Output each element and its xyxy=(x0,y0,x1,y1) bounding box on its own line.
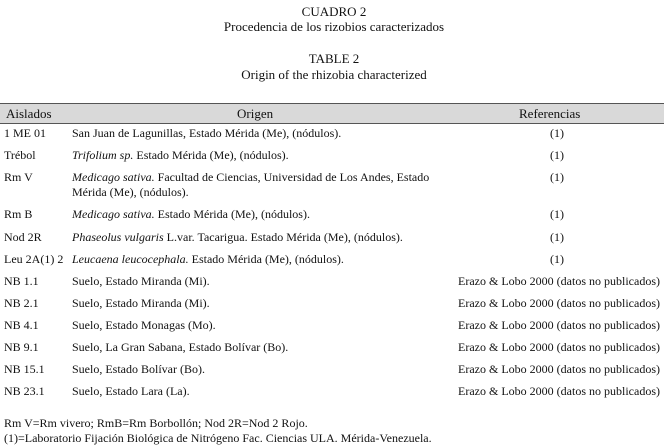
cell-origen xyxy=(72,362,442,377)
cell-origen xyxy=(72,207,442,222)
cell-referencia: Erazo & Lobo 2000 (datos no publicados) xyxy=(458,274,660,288)
species-name: Leucaena leucocephala. xyxy=(72,252,189,266)
cell-origen xyxy=(72,340,442,355)
cell-origen xyxy=(72,170,442,200)
cell-referencia: (1) xyxy=(550,252,564,266)
cell-aislado: 1 ME 01 xyxy=(4,126,46,140)
header-bottom-rule xyxy=(0,123,664,124)
species-name: Medicago sativa. xyxy=(72,170,155,184)
cell-referencia: (1) xyxy=(550,207,564,221)
cell-origen xyxy=(72,274,442,289)
origin-text: San Juan de Lagunillas, Estado Mérida (Me), (nódulos). xyxy=(72,126,342,140)
cell-aislado: NB 4.1 xyxy=(4,318,39,332)
origin-text: Suelo, Estado Lara (La). xyxy=(72,384,190,398)
caption-cuadro: CUADRO 2 xyxy=(301,4,367,19)
cell-origen xyxy=(72,318,442,333)
origin-text: Estado Mérida (Me), (nódulos). xyxy=(188,252,344,266)
cell-referencia: Erazo & Lobo 2000 (datos no publicados) xyxy=(458,362,660,376)
cell-referencia: (1) xyxy=(550,230,564,244)
origin-text: Suelo, Estado Bolívar (Bo). xyxy=(72,362,205,376)
header-referencias: Referencias xyxy=(519,106,581,121)
cell-aislado: Leu 2A(1) 2 xyxy=(4,252,64,266)
cell-referencia: (1) xyxy=(550,126,564,140)
origin-text: Suelo, Estado Miranda (Mi). xyxy=(72,296,210,310)
header-origen: Origen xyxy=(237,106,274,121)
footnote-abbreviations: Rm V=Rm vivero; RmB=Rm Borbollón; Nod 2R=Nod 2 Rojo. xyxy=(4,416,308,430)
species-name: Phaseolus vulgaris xyxy=(72,230,164,244)
cell-referencia: (1) xyxy=(550,170,564,184)
cell-origen xyxy=(72,252,442,267)
cell-referencia: Erazo & Lobo 2000 (datos no publicados) xyxy=(458,318,660,332)
species-name: Trifolium sp. xyxy=(72,148,134,162)
cell-aislado: Rm B xyxy=(4,207,33,221)
cell-referencia: Erazo & Lobo 2000 (datos no publicados) xyxy=(458,296,660,310)
caption-procedencia: Procedencia de los rizobios caracterizados xyxy=(223,19,445,34)
caption-table: TABLE 2 xyxy=(308,51,360,66)
cell-origen xyxy=(72,296,442,311)
header-aislados: Aislados xyxy=(6,106,52,121)
origin-text: Facultad de Ciencias, Universidad de Los Andes, Estado Mérida (Me), (nódulos). xyxy=(72,170,430,199)
origin-text: L.var. Tacarigua. Estado Mérida (Me), (nódulos). xyxy=(163,230,403,244)
cell-referencia: Erazo & Lobo 2000 (datos no publicados) xyxy=(458,384,660,398)
cell-referencia: (1) xyxy=(550,148,564,162)
origin-text: Suelo, Estado Monagas (Mo). xyxy=(72,318,216,332)
origin-text: Suelo, Estado Miranda (Mi). xyxy=(72,274,210,288)
cell-origen xyxy=(72,126,442,141)
cell-aislado: NB 15.1 xyxy=(4,362,45,376)
footnote-laboratory: (1)=Laboratorio Fijación Biológica de Nitrógeno Fac. Ciencias ULA. Mérida-Venezuela. xyxy=(4,431,432,445)
cell-referencia: Erazo & Lobo 2000 (datos no publicados) xyxy=(458,340,660,354)
cell-aislado: Trébol xyxy=(4,148,36,162)
cell-aislado: NB 2.1 xyxy=(4,296,39,310)
species-name: Medicago sativa. xyxy=(72,207,155,221)
origin-text: Estado Mérida (Me), (nódulos). xyxy=(154,207,310,221)
cell-aislado: Nod 2R xyxy=(4,230,42,244)
cell-aislado: Rm V xyxy=(4,170,33,184)
origin-text: Suelo, La Gran Sabana, Estado Bolívar (Bo). xyxy=(72,340,289,354)
cell-aislado: NB 9.1 xyxy=(4,340,39,354)
cell-origen xyxy=(72,384,442,399)
caption-origin: Origin of the rhizobia characterized xyxy=(241,67,427,82)
origin-text: Estado Mérida (Me), (nódulos). xyxy=(133,148,289,162)
cell-origen xyxy=(72,148,442,163)
cell-aislado: NB 1.1 xyxy=(4,274,39,288)
cell-aislado: NB 23.1 xyxy=(4,384,45,398)
cell-origen xyxy=(72,230,442,245)
